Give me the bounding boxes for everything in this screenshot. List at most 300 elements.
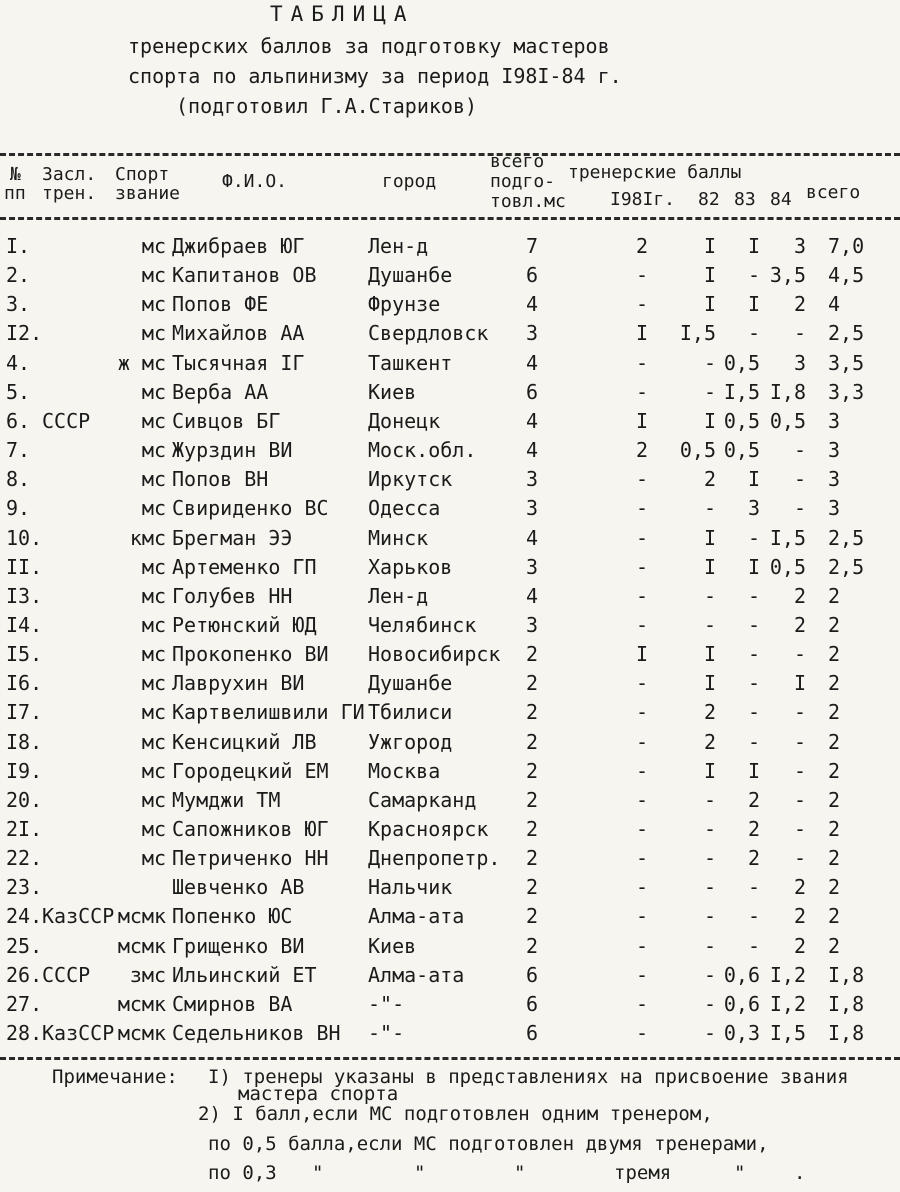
row-number: II. [6,554,43,579]
row-points-84: I,5 [769,1021,806,1046]
row-points-83: - [747,263,760,288]
row-points-82: 0,5 [679,438,716,463]
row-points-82: - [703,962,716,987]
row-points-1981: - [636,379,649,404]
table-row [0,292,900,321]
row-sport-rank: мс [141,787,166,812]
row-full-name: Сивцов БГ [172,408,281,433]
row-number: 25. [6,933,43,958]
table-row [0,409,900,438]
row-points-83: - [747,904,760,929]
row-city: Киев [368,379,417,404]
note-2: 2) I балл,если МС подготовлен одним тренером, [198,1103,713,1125]
row-total-prepared: 4 [526,438,539,463]
table-row [0,759,900,788]
row-points-total: I,8 [828,1021,865,1046]
row-points-84: - [793,321,806,346]
row-total-prepared: 4 [526,350,539,375]
row-points-total: 3 [828,496,841,521]
table-row [0,992,900,1021]
row-number: I9. [6,758,43,783]
row-points-82: I [703,263,716,288]
table-row [0,904,900,933]
row-total-prepared: 2 [526,846,539,871]
row-points-82: I [703,554,716,579]
row-points-83: 0,6 [723,991,760,1016]
header-year-83: 83 [734,189,756,210]
row-points-83: - [747,671,760,696]
row-points-84: 2 [793,583,806,608]
row-total-prepared: 4 [526,583,539,608]
row-sport-rank: мс [141,671,166,696]
row-points-84: 3 [793,234,806,258]
row-points-1981: - [636,787,649,812]
row-number: 4. [6,350,31,375]
row-points-1981: - [636,292,649,317]
row-points-84: - [793,787,806,812]
row-points-82: I [703,671,716,696]
row-points-total: 4,5 [828,263,865,288]
row-points-1981: - [636,758,649,783]
note-3: по 0,5 балла,если МС подготовлен двумя тренерами, [208,1133,769,1155]
row-points-1981: - [636,875,649,900]
row-sport-rank: мс [141,408,166,433]
note-4-end: . [794,1162,806,1184]
row-honored-trainer: СССР [42,962,91,987]
row-total-prepared: 2 [526,671,539,696]
row-number: 2I. [6,817,43,841]
row-points-84: - [793,700,806,725]
row-points-82: - [703,787,716,812]
row-city: Новосибирск [368,642,501,667]
row-points-84: 3 [793,350,806,375]
row-total-prepared: 2 [526,729,539,754]
row-points-82: I [703,525,716,550]
row-points-1981: - [636,496,649,521]
table-row [0,963,900,992]
row-total-prepared: 2 [526,933,539,958]
row-number: 5. [6,379,31,404]
row-points-1981: - [636,817,649,841]
row-full-name: Тысячная IГ [172,350,305,375]
row-points-total: 3,5 [828,350,865,375]
row-total-prepared: 6 [526,263,539,288]
table-row [0,788,900,817]
header-bottom-dashed-rule [0,217,900,220]
table-row [0,234,900,263]
note-4-prefix: по 0,3 [208,1162,277,1184]
row-full-name: Петриченко НН [172,846,329,871]
row-full-name: Городецкий ЕМ [172,758,329,783]
row-points-total: 2 [828,817,841,841]
table-row [0,817,900,846]
row-points-83: 2 [747,846,760,871]
row-points-82: - [703,933,716,958]
row-sport-rank: мс [141,729,166,754]
row-points-83: I [747,292,760,317]
row-points-83: - [747,875,760,900]
row-points-84: I,2 [769,991,806,1016]
row-full-name: Картвелишвили ГИ [172,700,365,725]
row-full-name: Ретюнский ЮД [172,612,317,637]
row-full-name: Кенсицкий ЛВ [172,729,317,754]
row-sport-rank: мс [141,554,166,579]
row-points-83: I [747,554,760,579]
row-full-name: Смирнов ВА [172,991,293,1016]
row-sport-rank: мсмк [117,933,166,958]
header-city: город [382,171,437,192]
row-points-total: 2 [828,787,841,812]
row-points-1981: - [636,554,649,579]
row-total-prepared: 3 [526,496,539,521]
row-points-1981: - [636,583,649,608]
row-points-82: - [703,612,716,637]
row-number: I. [6,234,31,258]
row-points-total: 2 [828,729,841,754]
row-city: -"- [368,991,405,1016]
row-points-84: - [793,846,806,871]
row-number: 26. [6,962,43,987]
row-full-name: Ильинский ЕТ [172,962,317,987]
table-row [0,1021,900,1050]
header-points: тренерские баллы [568,162,742,183]
row-total-prepared: 4 [526,525,539,550]
row-points-83: I,5 [723,379,760,404]
row-number: 10. [6,525,43,550]
row-points-84: 2 [793,933,806,958]
title-line-1: тренерских баллов за подготовку мастеров [128,34,610,58]
row-sport-rank: мс [141,496,166,521]
row-full-name: Мумджи ТМ [172,787,281,812]
row-number: 22. [6,846,43,871]
row-sport-rank: мс [141,642,166,667]
row-points-84: - [793,496,806,521]
row-points-total: 2 [828,758,841,783]
row-points-83: - [747,525,760,550]
row-points-84: 0,5 [769,408,806,433]
row-points-82: 2 [703,467,716,492]
row-points-83: 0,5 [723,438,760,463]
row-total-prepared: 2 [526,817,539,841]
row-total-prepared: 3 [526,612,539,637]
row-points-1981: - [636,904,649,929]
note-4-ditto-1: " [312,1162,324,1184]
note-1: I) тренеры указаны в представлениях на присвоение звания [208,1066,849,1088]
row-full-name: Голубев НН [172,583,293,608]
document-title: ТАБЛИЦА [270,2,415,26]
row-points-1981: - [636,350,649,375]
row-points-84: I,2 [769,962,806,987]
note-4-ditto-2: " [414,1162,426,1184]
row-points-84: 0,5 [769,554,806,579]
row-total-prepared: 6 [526,1021,539,1046]
row-points-83: 0,5 [723,408,760,433]
row-city: Нальчик [368,875,453,900]
table-row [0,846,900,875]
row-points-1981: - [636,962,649,987]
row-points-84: I,8 [769,379,806,404]
row-full-name: Попов ВН [172,467,269,492]
row-number: 24. [6,904,43,929]
row-total-prepared: 3 [526,467,539,492]
header-sport-2: звание [115,183,181,204]
row-number: 7. [6,438,31,463]
row-points-1981: - [636,467,649,492]
row-points-total: 2 [828,933,841,958]
row-full-name: Грищенко ВИ [172,933,305,958]
row-points-1981: 2 [636,438,649,463]
row-sport-rank: мсмк [117,904,166,929]
row-points-83: - [747,700,760,725]
row-points-84: - [793,467,806,492]
row-sport-rank: мс [141,438,166,463]
row-points-84: - [793,642,806,667]
table-row [0,496,900,525]
row-points-84: 3,5 [769,263,806,288]
row-sport-rank: мс [141,846,166,871]
row-points-1981: - [636,612,649,637]
row-points-82: I,5 [679,321,716,346]
row-points-83: I [747,467,760,492]
row-full-name: Свириденко ВС [172,496,329,521]
row-points-84: 2 [793,292,806,317]
row-points-82: - [703,817,716,841]
row-full-name: Журздин ВИ [172,438,293,463]
header-top-dashed-rule [0,153,900,156]
row-points-total: 2 [828,904,841,929]
row-points-82: - [703,991,716,1016]
row-total-prepared: 2 [526,700,539,725]
row-points-1981: - [636,1021,649,1046]
row-honored-trainer: КазССР [42,1021,115,1046]
row-points-84: - [793,758,806,783]
row-number: I3. [6,583,43,608]
table-row [0,263,900,292]
row-points-82: - [703,846,716,871]
note-4-ditto-4: " [734,1162,746,1184]
row-points-82: - [703,350,716,375]
notes-label: Примечание: [52,1066,178,1088]
row-number: 23. [6,875,43,900]
row-points-total: 2 [828,875,841,900]
note-4-three: тремя [614,1162,672,1184]
row-points-total: 2 [828,642,841,667]
row-sport-rank: мс [141,263,166,288]
row-honored-trainer: КазССР [42,904,115,929]
row-points-1981: - [636,700,649,725]
row-city: Моск.обл. [368,438,477,463]
row-city: Харьков [368,554,453,579]
row-points-total: 2,5 [828,554,865,579]
row-points-84: 2 [793,904,806,929]
table-row [0,380,900,409]
row-points-1981: - [636,933,649,958]
header-year-82: 82 [698,189,720,210]
row-city: Челябинск [368,612,477,637]
row-sport-rank: мс [141,612,166,637]
header-year-84: 84 [770,189,792,210]
row-city: Лен-д [368,234,429,258]
row-sport-rank: мс [141,700,166,725]
table-row [0,467,900,496]
row-full-name: Лаврухин ВИ [172,671,305,696]
row-number: I6. [6,671,43,696]
row-points-1981: - [636,263,649,288]
row-points-83: - [747,321,760,346]
row-points-1981: I [636,321,649,346]
row-points-total: 2 [828,671,841,696]
row-city: Лен-д [368,583,429,608]
row-total-prepared: 4 [526,292,539,317]
header-num-2: пп [4,183,26,204]
row-number: 3. [6,292,31,317]
table-row [0,351,900,380]
row-full-name: Верба АА [172,379,269,404]
row-points-83: 2 [747,787,760,812]
row-number: I5. [6,642,43,667]
row-total-prepared: 4 [526,408,539,433]
row-number: 6. [6,408,31,433]
row-points-total: I,8 [828,962,865,987]
row-full-name: Попенко ЮС [172,904,293,929]
row-sport-rank: мс [141,321,166,346]
row-number: I7. [6,700,43,725]
note-4-ditto-3: " [514,1162,526,1184]
row-points-1981: I [636,642,649,667]
row-number: I4. [6,612,43,637]
table-row [0,642,900,671]
table-row [0,321,900,350]
row-points-total: 3 [828,467,841,492]
row-points-84: I [793,671,806,696]
table-bottom-dashed-rule [0,1057,900,1060]
row-points-83: 2 [747,817,760,841]
row-points-total: 3 [828,408,841,433]
row-full-name: Седельников ВН [172,1021,341,1046]
row-points-82: - [703,1021,716,1046]
header-total-prep-3: товл.мс [490,191,566,212]
row-points-82: - [703,875,716,900]
row-points-82: I [703,758,716,783]
table-row [0,555,900,584]
row-total-prepared: 2 [526,875,539,900]
row-points-total: 4 [828,292,841,317]
row-city: Киев [368,933,417,958]
row-city: Душанбе [368,671,453,696]
row-total-prepared: 2 [526,642,539,667]
header-total: всего [806,182,861,203]
row-points-83: - [747,729,760,754]
row-sport-rank: мс [141,817,166,841]
row-city: Красноярск [368,817,489,841]
table-row [0,526,900,555]
header-total-prep-1: всего [490,151,545,172]
row-city: Москва [368,758,441,783]
row-points-82: - [703,496,716,521]
row-points-total: 2 [828,612,841,637]
row-full-name: Попов ФЕ [172,292,269,317]
row-points-1981: 2 [636,234,649,258]
row-sport-rank: мс [141,292,166,317]
row-points-total: 2 [828,700,841,725]
row-points-1981: - [636,525,649,550]
row-total-prepared: 6 [526,962,539,987]
row-points-1981: - [636,846,649,871]
row-city: Ташкент [368,350,453,375]
note-1-continuation: мастера спорта [238,1083,399,1105]
row-points-82: 2 [703,700,716,725]
row-city: Днепропетр. [368,846,501,871]
row-points-83: 0,5 [723,350,760,375]
row-number: I2. [6,321,43,346]
row-full-name: Михайлов АА [172,321,305,346]
title-line-2: спорта по альпинизму за период I98I-84 г. [128,64,622,88]
row-number: 2. [6,263,31,288]
row-points-83: 0,6 [723,962,760,987]
row-points-84: - [793,729,806,754]
row-total-prepared: 6 [526,991,539,1016]
row-points-83: 3 [747,496,760,521]
row-points-82: I [703,234,716,258]
row-total-prepared: 3 [526,554,539,579]
table-row [0,934,900,963]
row-sport-rank: мс [141,234,166,258]
row-number: I8. [6,729,43,754]
row-city: Иркутск [368,467,453,492]
row-city: Фрунзе [368,292,441,317]
row-sport-rank: кмс [129,525,166,550]
row-points-total: 3 [828,438,841,463]
row-points-84: - [793,438,806,463]
row-points-84: I,5 [769,525,806,550]
row-points-82: 2 [703,729,716,754]
row-points-82: - [703,583,716,608]
row-sport-rank: мс [141,467,166,492]
row-points-1981: - [636,991,649,1016]
row-points-82: - [703,904,716,929]
row-total-prepared: 7 [526,234,539,258]
row-sport-rank: мсмк [117,1021,166,1046]
header-zasl-2: трен. [42,183,97,204]
row-points-83: I [747,234,760,258]
row-points-83: - [747,642,760,667]
row-sport-rank: мсмк [117,991,166,1016]
table-row [0,700,900,729]
row-total-prepared: 3 [526,321,539,346]
row-total-prepared: 6 [526,379,539,404]
row-sport-rank: ж мс [117,350,166,375]
row-sport-rank: мс [141,758,166,783]
table-row [0,671,900,700]
header-total-prep-2: подго- [490,171,556,192]
row-number: 27. [6,991,43,1016]
row-points-83: - [747,612,760,637]
header-year-1981: I98Iг. [610,189,676,210]
header-fio: Ф.И.О. [222,171,288,192]
row-points-total: 2 [828,583,841,608]
row-points-83: - [747,583,760,608]
row-number: 9. [6,496,31,521]
row-full-name: Шевченко АВ [172,875,305,900]
row-city: Одесса [368,496,441,521]
row-total-prepared: 2 [526,758,539,783]
row-full-name: Прокопенко ВИ [172,642,329,667]
row-city: Тбилиси [368,700,453,725]
row-points-total: I,8 [828,991,865,1016]
row-points-83: I [747,758,760,783]
row-points-total: 2 [828,846,841,871]
row-sport-rank: мс [141,379,166,404]
